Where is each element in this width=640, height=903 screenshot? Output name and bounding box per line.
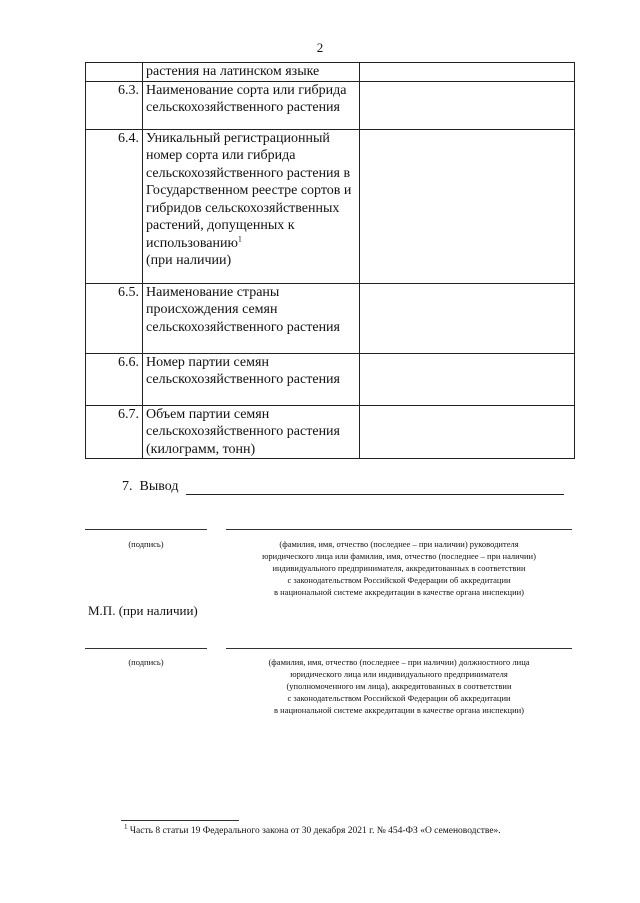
row-value-cell[interactable] <box>360 283 575 353</box>
name-caption-1 <box>226 538 572 598</box>
row-value-cell[interactable] <box>360 63 575 82</box>
row-number <box>86 63 143 82</box>
signature-line-1[interactable] <box>85 529 207 530</box>
signature-caption-1: (подпись) <box>128 539 164 549</box>
conclusion-field <box>122 478 564 495</box>
row-value-cell[interactable] <box>360 81 575 129</box>
caption-line: (фамилия, имя, отчество (последнее – при наличии) должностного лица <box>268 657 530 667</box>
stamp-label: М.П. (при наличии) <box>88 603 198 618</box>
caption-line: в национальной системе аккредитации в качестве органа инспекции) <box>273 705 524 715</box>
caption-line: юридического лица или индивидуального предпринимателя <box>290 669 508 679</box>
caption-line: в национальной системе аккредитации в качестве органа инспекции) <box>273 587 524 597</box>
row-value-cell[interactable] <box>360 405 575 459</box>
table-row <box>86 283 575 353</box>
row-number: 6.3. <box>86 81 143 129</box>
row-value-cell[interactable] <box>360 129 575 283</box>
signature-line-2[interactable] <box>85 648 207 649</box>
footnote-text: Часть 8 статьи 19 Федерального закона от 30 декабря 2021 г. № 454-ФЗ «О семеноводстве». <box>129 826 501 836</box>
row-label: Наименование сорта или гибрида сельскохозяйственного растения <box>143 81 360 129</box>
table-row <box>86 129 575 283</box>
caption-line: (фамилия, имя, отчество (последнее – при наличии) руководителя <box>279 539 519 549</box>
row-label: Объем партии семян сельскохозяйственного растения (килограмм, тонн) <box>143 405 360 459</box>
footnote-mark: 1 <box>124 822 128 831</box>
row-label: Наименование страны происхождения семян сельскохозяйственного растения <box>143 283 360 353</box>
signature-caption-2: (подпись) <box>128 657 164 667</box>
row-value-cell[interactable] <box>360 353 575 405</box>
form-table <box>85 62 575 459</box>
page-number: 2 <box>316 40 324 55</box>
table-row <box>86 81 575 129</box>
row-label: Номер партии семян сельскохозяйственного растения <box>143 353 360 405</box>
row-number: 6.4. <box>86 129 143 283</box>
footnote <box>124 822 501 836</box>
conclusion-line[interactable] <box>186 478 564 495</box>
footnote-separator <box>121 820 239 821</box>
name-line-1[interactable] <box>226 529 572 530</box>
table-row <box>86 405 575 459</box>
caption-line: с законодательством Российской Федерации об аккредитации <box>287 575 511 585</box>
row-number: 6.7. <box>86 405 143 459</box>
table-row <box>86 353 575 405</box>
conclusion-label: Вывод <box>139 479 179 494</box>
caption-line: юридического лица или фамилия, имя, отчество (последнее – при наличии) <box>262 551 536 561</box>
row-number: 6.6. <box>86 353 143 405</box>
row-label: растения на латинском языке <box>143 63 360 82</box>
row-label: Уникальный регистрационный номер сорта или гибрида сельскохозяйственного растения в Государственном реестре сортов и гибридов сельскохозяйственных растений, допущенных к использованию$^1$ (при наличии) <box>143 129 360 283</box>
name-caption-2 <box>226 656 572 716</box>
caption-line: (уполномоченного им лица), аккредитованных в соответствии <box>286 681 512 691</box>
caption-line: индивидуального предпринимателя, аккредитованных в соответствии <box>272 563 526 573</box>
table-row <box>86 63 575 82</box>
caption-line: с законодательством Российской Федерации об аккредитации <box>287 693 511 703</box>
row-number: 6.5. <box>86 283 143 353</box>
conclusion-number: 7. <box>122 479 133 494</box>
name-line-2[interactable] <box>226 648 572 649</box>
